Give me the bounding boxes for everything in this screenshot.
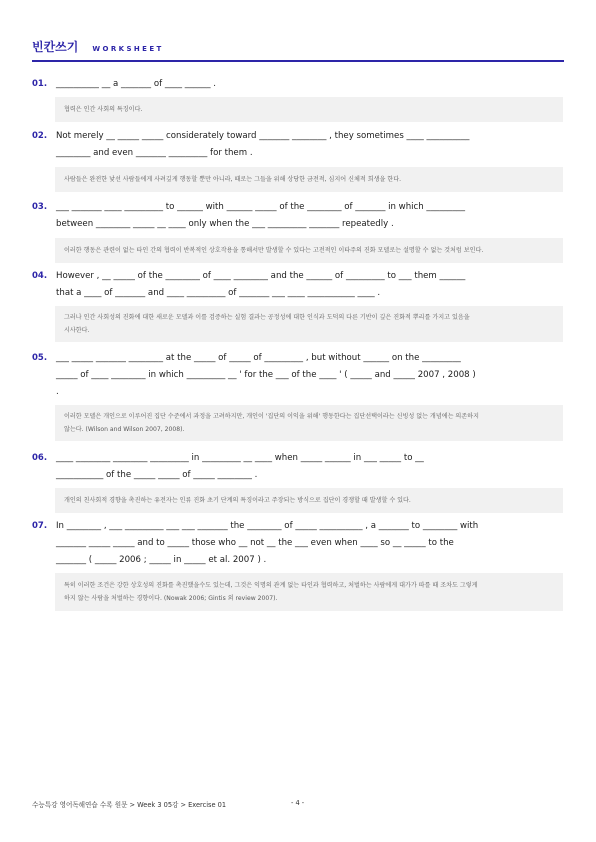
sentence-line: ____ ________ ________ _________ in _________ __ ____ when _____ ______ in ___ _____ to __ [56,453,424,463]
footer-source: 수능특강 영어독해연습 수록 원문 > Week 3 05강 > Exercise 01 [32,801,227,809]
translation-line: 사람들은 완전한 낯선 사람들에게 사려깊게 행동할 뿐만 아니라, 때로는 그들을 위해 상당한 금전적, 심지어 신체적 희생을 한다. [64,176,402,183]
question-number: 05. [32,353,48,363]
sentence-line: that a ____ of _______ and ____ _________ of _______ ___ ____ ___________ ____ . [56,288,381,298]
worksheet-header [32,38,164,54]
sentence-line: _____ of ____ ________ in which _________ __ ' for the ___ of the ____ ' ( _____ and _____ 2007 , 2008 ) [56,370,476,380]
question-sentence [56,76,566,93]
translation-box [55,97,563,122]
question-sentence [56,450,566,484]
question-sentence [56,350,566,401]
translation-box [55,238,563,263]
question-sentence [56,128,566,162]
page-number: - 4 - [291,799,305,807]
sentence-line: ___________ of the _____ _____ of _____ ________ . [56,470,258,480]
question-number: 07. [32,521,48,531]
translation-line: 특히 이러한 조건은 강한 상호성의 진화를 촉진했을수도 있는데, 그것은 익명의 관계 없는 타인과 협력하고, 처벌하는 사람에게 대가가 따를 때 조차도 그렇게 [64,582,478,589]
sentence-line: _______ _____ _____ and to _____ those who __ not __ the ___ even when ____ so __ _____ to the [56,538,454,548]
translation-line: 이러한 모델은 개인으로 이루어진 집단 수준에서 과정을 고려하지만, 개인이 '집단의 이익을 위해' 행동한다는 집단선택이라는 신빙성 없는 개념에는 의존하지 [64,413,479,420]
question-number: 04. [32,271,48,281]
translation-box [55,573,563,611]
header-divider [32,60,564,62]
translation-box [55,405,563,441]
translation-line: 않는다. (Wilson and Wilson 2007, 2008). [64,426,185,433]
translation-line: 하지 않는 사람을 처벌하는 경향이다. (Nowak 2006; Gintis 외 review 2007). [64,595,278,602]
sentence-line: . [56,387,59,397]
translation-line: 그러나 인간 사회성의 진화에 대한 새로운 모델과 이를 검증하는 실험 결과는 공정성에 대한 인식과 도덕의 다른 기반이 깊은 진화적 뿌리를 가지고 있음을 [64,314,470,321]
worksheet-title: 빈칸쓰기 [32,40,79,54]
translation-line: 협력은 인간 사회의 특징이다. [64,106,143,113]
question-number: 02. [32,131,48,141]
sentence-line: Not merely __ _____ _____ considerately toward _______ ________ , they sometimes ____ __________ [56,131,470,141]
translation-box [55,306,563,342]
translation-box [55,488,563,513]
sentence-line: In ________ , ___ _________ ___ ___ _______ the ________ of _____ __________ , a _______ to ________ with [56,521,479,531]
translation-line: 이러한 행동은 관련이 없는 타인 간의 협력이 반복적인 상호작용을 통해서만 발생할 수 있다는 고전적인 이타주의 진화 모델로는 설명할 수 없는 것처럼 보인다. [64,247,484,254]
worksheet-subtitle: WORKSHEET [92,45,164,53]
question-sentence [56,199,566,233]
translation-line: 시사한다. [64,327,90,334]
sentence-line: __________ __ a _______ of ____ ______ . [56,79,217,89]
sentence-line: ___ _______ ____ _________ to ______ with ______ _____ of the ________ of _______ in which _________ [56,202,466,212]
translation-box [55,167,563,192]
question-sentence [56,518,566,569]
sentence-line: ________ and even _______ _________ for them . [56,148,253,158]
sentence-line: _______ ( _____ 2006 ; _____ in _____ et al. 2007 ) . [56,555,267,565]
question-number: 06. [32,453,48,463]
sentence-line: between ________ _____ __ ____ only when the ___ _________ _______ repeatedly . [56,219,394,229]
sentence-line: However , __ _____ of the ________ of ____ ________ and the ______ of _________ to ___ them ______ [56,271,466,281]
question-sentence [56,268,566,302]
question-number: 03. [32,202,48,212]
translation-line: 개인의 친사회적 경향을 촉진하는 유전자는 인류 진화 초기 단계의 특징이라고 주장되는 방식으로 집단이 경쟁할 때 발생할 수 있다. [64,497,411,504]
question-number: 01. [32,79,48,89]
sentence-line: ___ _____ _______ ________ at the _____ of _____ of _________ , but without ______ on the _________ [56,353,461,363]
